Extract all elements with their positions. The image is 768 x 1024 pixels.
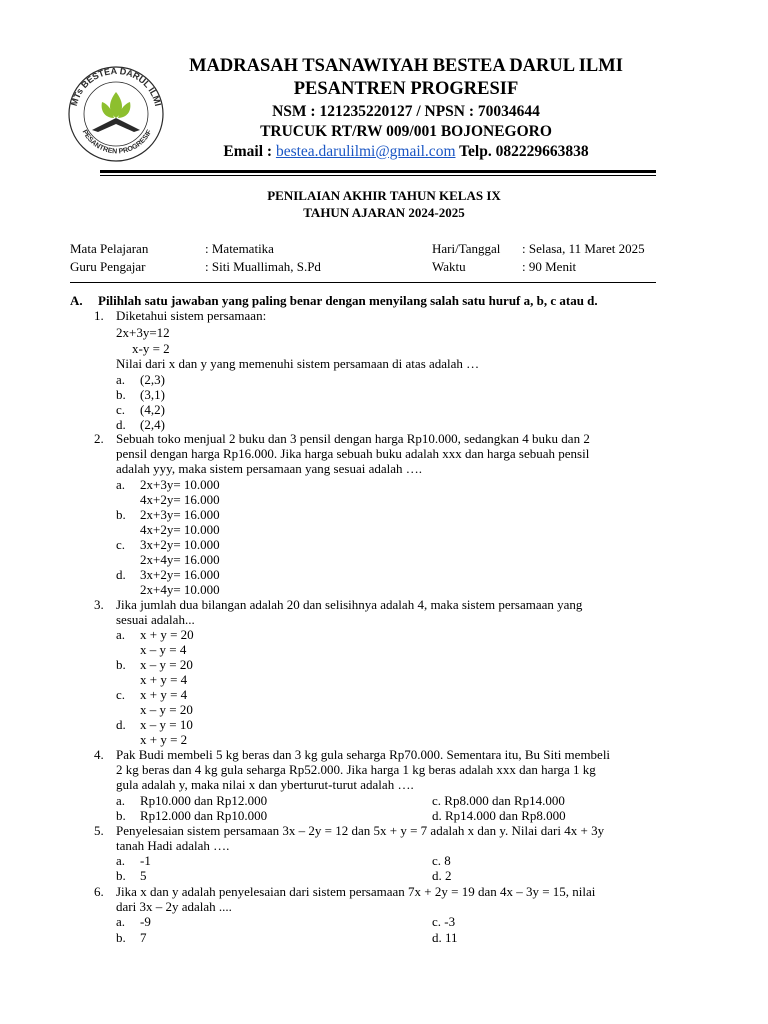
school-subtitle: PESANTREN PROGRESIF xyxy=(293,79,519,99)
email-link[interactable]: bestea.darulilmi@gmail.com xyxy=(275,143,456,160)
date-value: : Selasa, 11 Maret 2025 xyxy=(522,241,645,256)
q4-option-b[interactable]: Rp12.000 dan Rp10.000 xyxy=(140,808,268,823)
subject-value: : Matematika xyxy=(205,241,274,256)
q3-option-d-1[interactable]: x – y = 10 xyxy=(140,717,193,732)
q6-option-a[interactable]: -9 xyxy=(140,914,151,929)
time-value: : 90 Menit xyxy=(522,259,577,274)
logo-ring-top-text: MTs BESTEA DARUL ILMI xyxy=(68,65,164,108)
logo-ring-bottom-text: PESANTREN PROGRESIF xyxy=(80,128,154,156)
q4-option-a-letter[interactable]: a. xyxy=(116,793,126,808)
q3-option-c-1[interactable]: x + y = 4 xyxy=(140,687,188,702)
q1-option-c[interactable]: (4,2) xyxy=(140,402,165,417)
subject-label: Mata Pelajaran xyxy=(70,241,149,256)
exam-year: TAHUN AJARAN 2024-2025 xyxy=(303,205,465,220)
info-divider xyxy=(70,282,656,283)
phone: Telp. 082229663838 xyxy=(459,143,589,160)
q5-option-b-letter[interactable]: b. xyxy=(116,868,126,883)
q6-text-2: dari 3x – 2y adalah .... xyxy=(116,899,232,914)
q4-option-a[interactable]: Rp10.000 dan Rp12.000 xyxy=(140,793,268,808)
nsm-npsn: NSM : 121235220127 / NPSN : 70034644 xyxy=(272,103,540,120)
q2-option-a-letter[interactable]: a. xyxy=(116,477,126,492)
q2-option-b-1[interactable]: 2x+3y= 16.000 xyxy=(140,507,220,522)
q2-option-d-letter[interactable]: d. xyxy=(116,567,126,582)
q6-text-1: Jika x dan y adalah penyelesaian dari sistem persamaan 7x + 2y = 19 dan 4x – 3y = 15, nilai xyxy=(116,884,596,899)
contact-line xyxy=(160,143,652,161)
q1-equation-1: 2x+3y=12 xyxy=(116,325,170,340)
q2-option-c-letter[interactable]: c. xyxy=(116,537,126,552)
q2-option-a-2[interactable]: 4x+2y= 16.000 xyxy=(140,492,220,507)
q4-text-1: Pak Budi membeli 5 kg beras dan 3 kg gula seharga Rp70.000. Sementara itu, Bu Siti membeli xyxy=(116,747,611,762)
q5-text-2: tanah Hadi adalah …. xyxy=(116,838,230,853)
q4-option-c[interactable]: c. Rp8.000 dan Rp14.000 xyxy=(432,793,565,808)
q3-option-a-1[interactable]: x + y = 20 xyxy=(140,627,194,642)
section-a-label: A. xyxy=(70,293,83,308)
q2-number: 2. xyxy=(94,431,104,446)
q3-option-c-letter[interactable]: c. xyxy=(116,687,126,702)
q1-option-c-letter[interactable]: c. xyxy=(116,402,126,417)
q5-option-c[interactable]: c. 8 xyxy=(432,853,451,868)
q4-text-2: 2 kg beras dan 4 kg gula seharga Rp52.000. Jika harga 1 kg beras adalah xxx dan harga 1 kg xyxy=(116,762,596,777)
date-label: Hari/Tanggal xyxy=(432,241,501,256)
q1-option-d-letter[interactable]: d. xyxy=(116,417,126,432)
q5-text-1: Penyelesaian sistem persamaan 3x – 2y = 12 dan 5x + y = 7 adalah x dan y. Nilai dari 4x + 3y xyxy=(116,823,605,838)
q5-option-a[interactable]: -1 xyxy=(140,853,151,868)
q5-option-a-letter[interactable]: a. xyxy=(116,853,126,868)
q2-option-b-letter[interactable]: b. xyxy=(116,507,126,522)
section-a-instruction: Pilihlah satu jawaban yang paling benar dengan menyilang salah satu huruf a, b, c atau d. xyxy=(98,293,598,308)
q2-option-c-2[interactable]: 2x+4y= 16.000 xyxy=(140,552,220,567)
teacher-label: Guru Pengajar xyxy=(70,259,146,274)
q1-text-2: Nilai dari x dan y yang memenuhi sistem persamaan di atas adalah … xyxy=(116,356,480,371)
school-name: MADRASAH TSANAWIYAH BESTEA DARUL ILMI xyxy=(189,56,623,76)
q3-option-b-1[interactable]: x – y = 20 xyxy=(140,657,193,672)
q1-option-a[interactable]: (2,3) xyxy=(140,372,165,387)
q1-text: Diketahui sistem persamaan: xyxy=(116,308,267,323)
q3-text-1: Jika jumlah dua bilangan adalah 20 dan selisihnya adalah 4, maka sistem persamaan yang xyxy=(116,597,583,612)
q2-text-1: Sebuah toko menjual 2 buku dan 3 pensil dengan harga Rp10.000, sedangkan 4 buku dan 2 xyxy=(116,431,590,446)
q6-option-b-letter[interactable]: b. xyxy=(116,930,126,945)
q1-option-d[interactable]: (2,4) xyxy=(140,417,165,432)
q4-option-b-letter[interactable]: b. xyxy=(116,808,126,823)
q1-option-b[interactable]: (3,1) xyxy=(140,387,165,402)
q3-option-b-2[interactable]: x + y = 4 xyxy=(140,672,188,687)
teacher-value: : Siti Muallimah, S.Pd xyxy=(205,259,321,274)
q1-equation-2: x-y = 2 xyxy=(132,341,170,356)
q3-text-2: sesuai adalah... xyxy=(116,612,195,627)
q2-option-b-2[interactable]: 4x+2y= 10.000 xyxy=(140,522,220,537)
q2-option-d-1[interactable]: 3x+2y= 16.000 xyxy=(140,567,220,582)
q2-text-2: pensil dengan harga Rp16.000. Jika harga sebuah buku adalah xxx dan harga sebuah pensil xyxy=(116,446,590,461)
q3-option-b-letter[interactable]: b. xyxy=(116,657,126,672)
q1-option-a-letter[interactable]: a. xyxy=(116,372,126,387)
q1-option-b-letter[interactable]: b. xyxy=(116,387,126,402)
header-divider-thick xyxy=(100,170,656,173)
q2-text-3: adalah yyy, maka sistem persamaan yang sesuai adalah …. xyxy=(116,461,422,476)
header-divider-thin xyxy=(100,175,656,176)
q4-number: 4. xyxy=(94,747,104,762)
q6-option-d[interactable]: d. 11 xyxy=(432,930,458,945)
q5-option-d[interactable]: d. 2 xyxy=(432,868,452,883)
q2-option-c-1[interactable]: 3x+2y= 10.000 xyxy=(140,537,220,552)
q3-option-d-letter[interactable]: d. xyxy=(116,717,126,732)
q6-option-a-letter[interactable]: a. xyxy=(116,914,126,929)
q2-option-a-1[interactable]: 2x+3y= 10.000 xyxy=(140,477,220,492)
q6-option-c[interactable]: c. -3 xyxy=(432,914,456,929)
school-address: TRUCUK RT/RW 009/001 BOJONEGORO xyxy=(260,123,552,140)
q4-option-d[interactable]: d. Rp14.000 dan Rp8.000 xyxy=(432,808,566,823)
q5-option-b[interactable]: 5 xyxy=(140,868,147,883)
q3-option-a-2[interactable]: x – y = 4 xyxy=(140,642,187,657)
email-label: Email : xyxy=(223,143,273,160)
q4-text-3: gula adalah y, maka nilai x dan yberturut-turut adalah …. xyxy=(116,777,414,792)
q3-number: 3. xyxy=(94,597,104,612)
q3-option-c-2[interactable]: x – y = 20 xyxy=(140,702,193,717)
q6-number: 6. xyxy=(94,884,104,899)
time-label: Waktu xyxy=(432,259,466,274)
q2-option-d-2[interactable]: 2x+4y= 10.000 xyxy=(140,582,220,597)
exam-title: PENILAIAN AKHIR TAHUN KELAS IX xyxy=(267,188,501,203)
q3-option-d-2[interactable]: x + y = 2 xyxy=(140,732,188,747)
school-logo xyxy=(62,62,170,162)
school-logo-icon xyxy=(62,62,170,162)
q1-number: 1. xyxy=(94,308,104,323)
q6-option-b[interactable]: 7 xyxy=(140,930,147,945)
q3-option-a-letter[interactable]: a. xyxy=(116,627,126,642)
q5-number: 5. xyxy=(94,823,104,838)
